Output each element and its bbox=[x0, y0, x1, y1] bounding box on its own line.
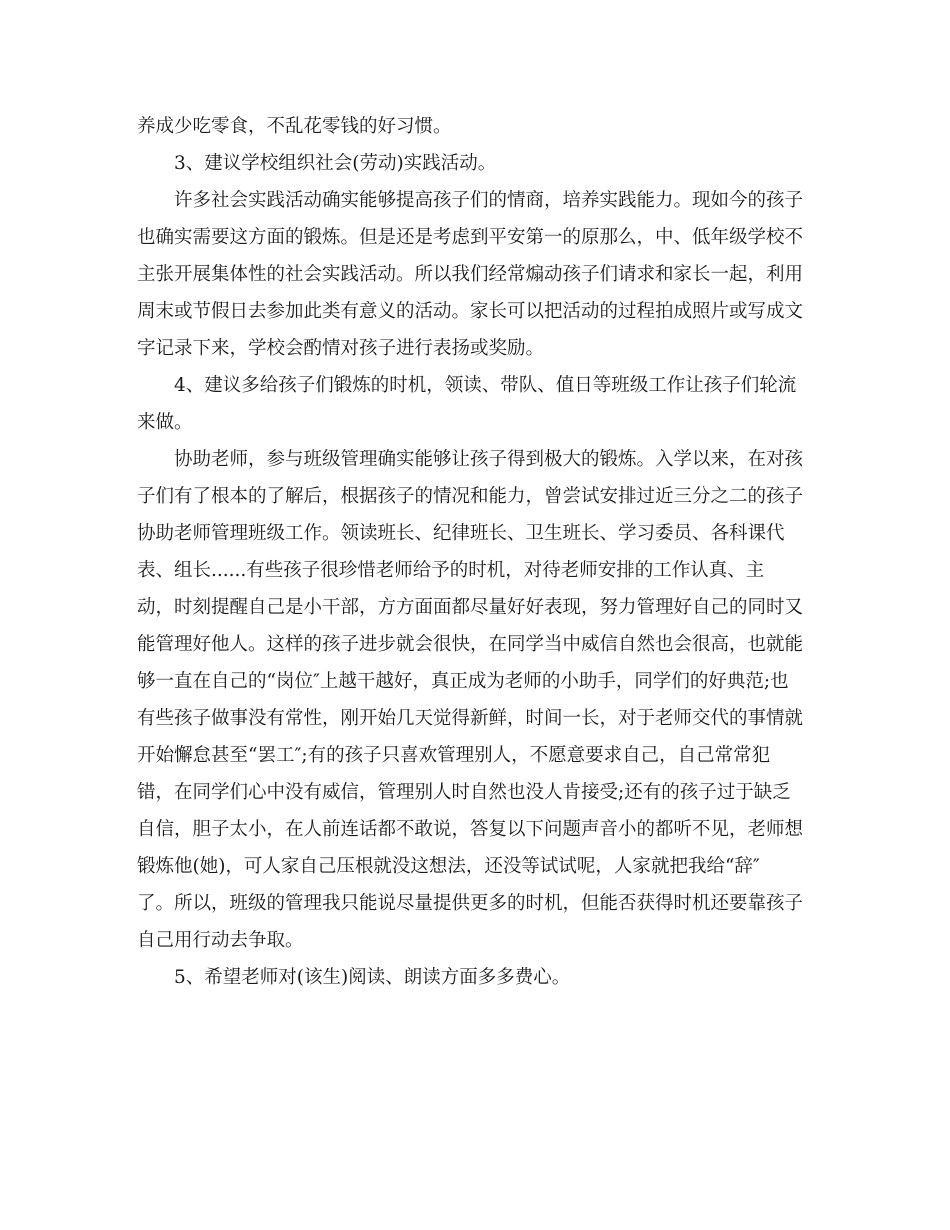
text-line: 养成少吃零食，不乱花零钱的好习惯。 bbox=[137, 116, 452, 137]
text-line: 表、组长......有些孩子很珍惜老师给予的时机，对待老师安排的工作认真、主 bbox=[137, 560, 765, 581]
text-line: 够一直在自己的“岗位″上越干越好，真正成为老师的小助手，同学们的好典范;也 bbox=[137, 671, 789, 692]
text-line: 动，时刻提醒自己是小干部，方方面面都尽量好好表现，努力管理好自己的同时又 bbox=[137, 597, 804, 618]
text-line: 子们有了根本的了解后，根据孩子的情况和能力，曾尝试安排过近三分之二的孩子 bbox=[137, 486, 804, 507]
text-line: 周末或节假日去参加此类有意义的活动。家长可以把活动的过程拍成照片或写成文 bbox=[137, 301, 804, 322]
text-line: 了。所以，班级的管理我只能说尽量提供更多的时机，但能否获得时机还要靠孩子 bbox=[137, 893, 804, 914]
text-line: 错，在同学们心中没有威信，管理别人时自然也没人肯接受;还有的孩子过于缺乏 bbox=[137, 782, 791, 803]
text-line: 主张开展集体性的社会实践活动。所以我们经常煽动孩子们请求和家长一起，利用 bbox=[137, 264, 804, 285]
text-line: 有些孩子做事没有常性，刚开始几天觉得新鲜，时间一长，对于老师交代的事情就 bbox=[137, 708, 804, 729]
text-line: 字记录下来，学校会酌情对孩子进行表扬或奖励。 bbox=[137, 338, 545, 359]
text-line: 也确实需要这方面的锻炼。但是还是考虑到平安第一的原那么，中、低年级学校不 bbox=[137, 227, 804, 248]
text-line: 开始懈怠甚至“罢工″;有的孩子只喜欢管理别人，不愿意要求自己，自己常常犯 bbox=[137, 745, 771, 766]
section-heading: 3、建议学校组织社会(劳动)实践活动。 bbox=[174, 153, 497, 174]
text-line: 锻炼他(她)，可人家自己压根就没这想法，还没等试试呢，人家就把我给“辞″ bbox=[137, 856, 760, 877]
text-line: 自信，胆子太小，在人前连话都不敢说，答复以下问题声音小的都听不见，老师想 bbox=[137, 819, 804, 840]
text-line: 协助老师，参与班级管理确实能够让孩子得到极大的锻炼。入学以来，在对孩 bbox=[174, 449, 804, 470]
section-heading: 4、建议多给孩子们锻炼的时机，领读、带队、值日等班级工作让孩子们轮流 bbox=[174, 375, 797, 396]
text-line: 许多社会实践活动确实能够提高孩子们的情商，培养实践能力。现如今的孩子 bbox=[174, 190, 804, 211]
text-line: 协助老师管理班级工作。领读班长、纪律班长、卫生班长、学习委员、各科课代 bbox=[137, 523, 785, 544]
text-line: 来做。 bbox=[137, 412, 193, 433]
text-line: 自己用行动去争取。 bbox=[137, 930, 304, 951]
section-heading: 5、希望老师对(该生)阅读、朗读方面多多费心。 bbox=[174, 967, 571, 988]
text-line: 能管理好他人。这样的孩子进步就会很快，在同学当中威信自然也会很高，也就能 bbox=[137, 634, 804, 655]
